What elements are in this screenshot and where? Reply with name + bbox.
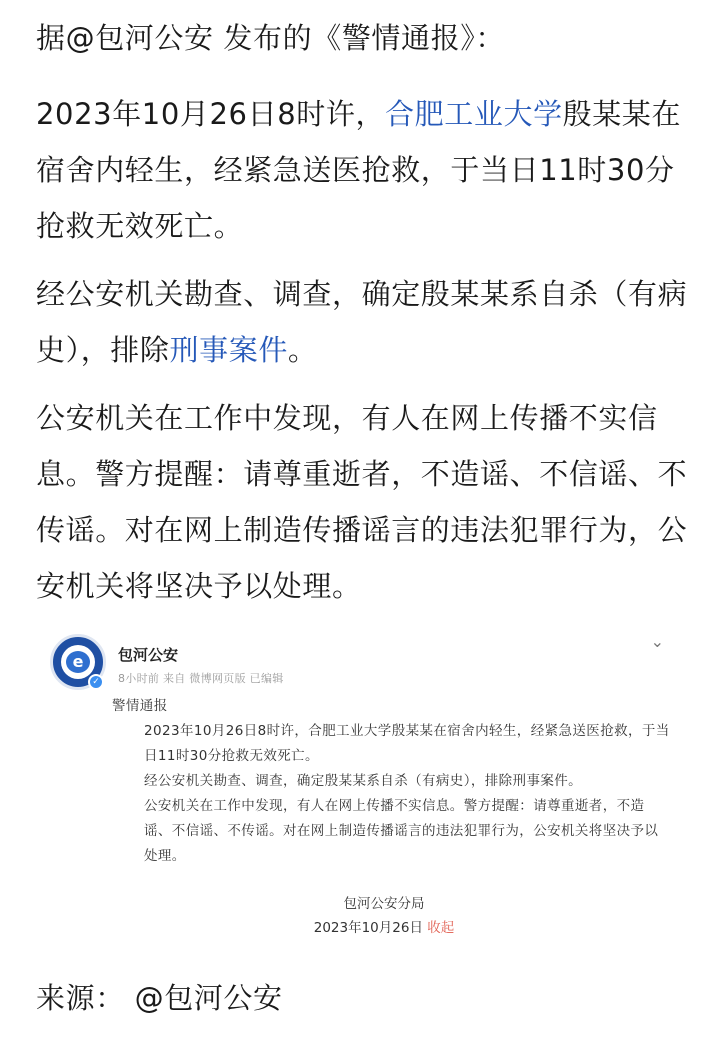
chevron-down-icon[interactable]: ⌄ (650, 632, 664, 651)
criminal-case-link[interactable]: 刑事案件 (169, 333, 288, 367)
post-line-investigation: 经公安机关勘查、调查，确定殷某某系自杀（有病史），排除刑事案件。 (144, 773, 583, 789)
incident-text-a: 2023年10月26日8时许， (36, 97, 386, 131)
paragraph-warning: 公安机关在工作中发现，有人在网上传播不实信息。警方提醒：请尊重逝者，不造谣、不信谣、不传谣。对在网上制造传播谣言的违法犯罪行为，公安机关将坚决予以处理。 (36, 401, 688, 603)
incident-text-b: 殷某某在宿舍内轻生，经紧急送医抢救，于当日11时30分抢救无效死亡。 (36, 97, 682, 243)
intro-line: 据@包河公安 发布的《警情通报》： (36, 21, 505, 55)
post-date: 2023年10月26日 (313, 920, 423, 936)
post-date-row (64, 916, 704, 936)
investigation-text-b: 。 (287, 333, 318, 367)
verified-badge-icon: ✓ (88, 674, 104, 690)
weibo-post-screenshot (44, 628, 684, 948)
post-line-incident: 2023年10月26日8时许，合肥工业大学殷某某在宿舍内轻生，经紧急送医抢救，于当日11时30分抢救无效死亡。 (144, 723, 670, 764)
collapse-link[interactable]: 收起 (427, 920, 455, 936)
emblem-letter: e (66, 651, 90, 673)
post-heading: 警情通报 (112, 698, 168, 714)
post-line-warning: 公安机关在工作中发现，有人在网上传播不实信息。警方提醒：请尊重逝者，不造谣、不信谣、不传谣。对在网上制造传播谣言的违法犯罪行为，公安机关将坚决予以处理。 (144, 798, 659, 864)
post-signature: 包河公安分局 (343, 896, 425, 912)
source-line: 来源： @包河公安 (36, 981, 283, 1015)
account-name[interactable]: 包河公安 (118, 646, 179, 664)
post-content (112, 694, 672, 869)
paragraph-investigation (36, 266, 690, 378)
investigation-text-a: 经公安机关勘查、调查，确定殷某某系自杀（有病史），排除 (36, 277, 688, 367)
paragraph-incident (36, 86, 690, 254)
post-meta: 8小时前 来自 微博网页版 已编辑 (118, 672, 284, 685)
university-link[interactable]: 合肥工业大学 (385, 97, 563, 131)
